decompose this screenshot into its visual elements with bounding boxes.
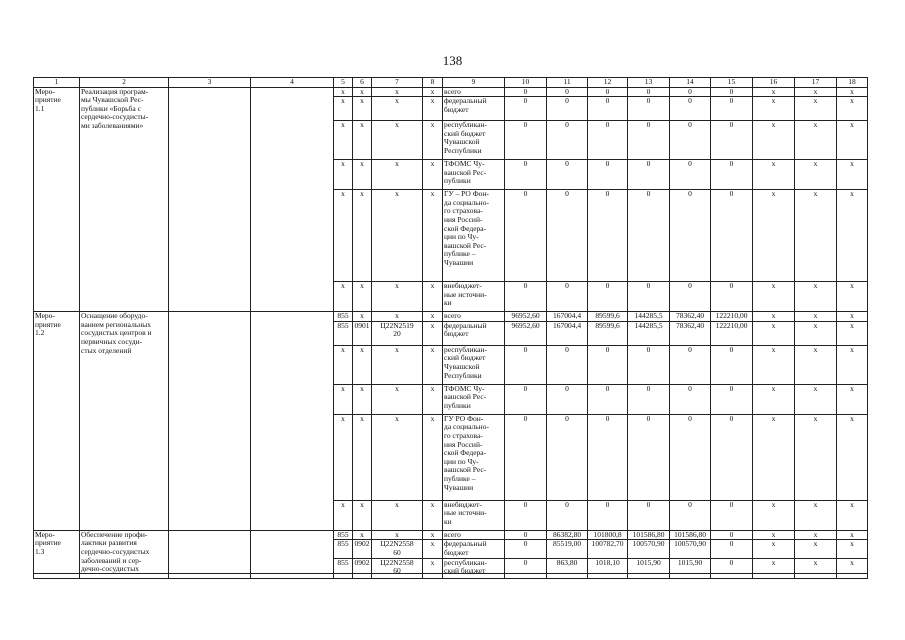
page-number: 138 [442,53,463,68]
table-cell: х [753,282,795,312]
table-cell: 1015,90 [670,558,711,578]
table-cell: х [372,190,423,282]
budget-table [33,77,868,579]
table-cell: 0 [670,345,711,384]
table-cell: х [795,87,837,97]
empty-cell [251,87,334,312]
table-cell: 0 [588,384,628,414]
table-cell: х [334,190,353,282]
table-cell: х [753,530,795,540]
table-cell: 0 [628,121,670,160]
table-cell: х [353,384,372,414]
table-cell: 0 [588,87,628,97]
funding-source: республикан- ский бюджет Чувашской Республики [443,345,505,384]
table-cell: 100570,90 [670,540,711,558]
table-cell: х [372,345,423,384]
measure-description: Оснащение оборудо- ванием региональных сосудистых центров и первичных сосуди- стых отделений [80,312,169,531]
table-cell: 0 [711,384,753,414]
table-row [34,87,868,97]
empty-cell [169,312,251,531]
column-number: 13 [628,78,670,88]
table-cell: х [837,345,868,384]
empty-cell [251,530,334,578]
column-number: 14 [670,78,711,88]
column-number: 11 [547,78,588,88]
funding-source: республикан- ский бюджет [443,558,505,578]
table-cell: х [837,414,868,500]
table-cell: 0902 [353,558,372,578]
table-cell: 0 [547,345,588,384]
table-cell: х [372,384,423,414]
table-cell: 0 [628,500,670,530]
table-cell: 0 [711,540,753,558]
table-cell: 0 [711,160,753,190]
table-cell: 0 [711,282,753,312]
table-cell: х [372,414,423,500]
table-cell: х [423,384,443,414]
table-cell: х [837,97,868,121]
table-cell: 0 [547,500,588,530]
funding-source: ГУ РО Фон- да социально- го страхова- ния Россий- ской Федера- ции по Чу- вашской Рес- публике – Чувашии [443,414,505,500]
table-cell: х [372,160,423,190]
column-number: 12 [588,78,628,88]
table-cell: х [423,321,443,345]
table-cell: 101586,80 [670,530,711,540]
table-cell: х [837,540,868,558]
column-number: 3 [169,78,251,88]
table-cell: 1018,10 [588,558,628,578]
table-cell: х [353,530,372,540]
table-cell: 0 [588,121,628,160]
table-cell: 0 [670,87,711,97]
table-cell: 122210,00 [711,312,753,322]
table-cell: х [353,97,372,121]
table-cell: 0 [505,160,547,190]
table-cell: 0 [670,384,711,414]
table-cell: 0 [505,345,547,384]
table-cell: х [837,282,868,312]
table-cell: 0 [670,500,711,530]
bottom-rule [33,573,867,574]
measure-title: Меро- приятие 1.1 [34,87,80,312]
table-cell: 86382,80 [547,530,588,540]
table-cell: 0 [711,190,753,282]
measure-description: Реализация програм- мы Чувашской Рес- публики «Борьба с сердечно-сосудисты- ми заболеваниями» [80,87,169,312]
column-number: 1 [34,78,80,88]
table-cell: 144285,5 [628,321,670,345]
table-cell: х [753,121,795,160]
table-cell: 0 [670,414,711,500]
table-cell: 0 [711,121,753,160]
table-cell: 0 [547,160,588,190]
table-cell: 0 [711,97,753,121]
funding-source: всего [443,87,505,97]
table-cell: 78362,40 [670,312,711,322]
table-cell: х [423,97,443,121]
column-number: 4 [251,78,334,88]
table-cell: 0 [588,97,628,121]
table-cell: х [753,414,795,500]
table-cell: х [795,558,837,578]
table-cell: 0 [711,500,753,530]
table-cell: х [334,345,353,384]
table-cell: х [795,97,837,121]
table-cell: х [334,160,353,190]
table-cell: 0 [505,558,547,578]
table-cell: 0 [547,87,588,97]
table-cell: 167004,4 [547,321,588,345]
table-cell: х [372,87,423,97]
table-cell: 0 [547,121,588,160]
table-cell: 855 [334,558,353,578]
table-cell: 144285,5 [628,312,670,322]
table-cell: 0 [505,121,547,160]
table-cell: х [795,282,837,312]
table-cell: х [334,87,353,97]
table-cell: х [423,558,443,578]
table-cell: х [372,282,423,312]
table-cell: Ц22N2558 60 [372,540,423,558]
table-cell: 0 [670,190,711,282]
column-number: 8 [423,78,443,88]
table-cell: 0901 [353,321,372,345]
table-cell: х [795,321,837,345]
table-cell: 96952,60 [505,321,547,345]
table-cell: 0 [670,282,711,312]
table-cell: 0 [588,500,628,530]
funding-source: федеральный бюджет [443,540,505,558]
table-cell: 78362,40 [670,321,711,345]
table-cell: х [334,414,353,500]
table-cell: х [372,97,423,121]
funding-source: всего [443,312,505,322]
table-cell: 0 [505,540,547,558]
table-cell: 89599,6 [588,312,628,322]
column-number: 15 [711,78,753,88]
table-cell: 0 [628,384,670,414]
table-cell: 0 [505,384,547,414]
table-row [34,530,868,540]
table-cell: х [423,414,443,500]
table-cell: х [423,190,443,282]
table-cell: 0 [547,190,588,282]
funding-source: ГУ – РО Фон- да социально- го страхова- ния Россий- ской Федера- ции по Чу- вашской Рес- публике – Чувашии [443,190,505,282]
table-cell: х [795,345,837,384]
table-cell: х [753,540,795,558]
table-cell: 0 [628,190,670,282]
table-cell: х [795,312,837,322]
funding-source: ТФОМС Чу- вашской Рес- публики [443,160,505,190]
table-cell: х [353,190,372,282]
column-number: 6 [353,78,372,88]
header-row [34,78,868,88]
table-cell: х [423,282,443,312]
table-cell: 0 [505,500,547,530]
table-cell: 0 [711,87,753,97]
table-cell: х [423,160,443,190]
funding-source: федеральный бюджет [443,97,505,121]
table-cell: х [795,121,837,160]
table-cell: х [753,500,795,530]
table-cell: 0 [547,384,588,414]
funding-source: всего [443,530,505,540]
table-cell: х [837,87,868,97]
funding-source: внебюджет- ные источни- ки [443,500,505,530]
table-cell: х [423,540,443,558]
table-cell: х [334,500,353,530]
table-cell: х [372,312,423,322]
table-cell: х [334,121,353,160]
table-cell: 100782,70 [588,540,628,558]
table-cell: 167004,4 [547,312,588,322]
table-cell: 855 [334,540,353,558]
table-cell: х [353,282,372,312]
table-cell: 0 [628,282,670,312]
empty-cell [251,312,334,531]
table-cell: х [423,345,443,384]
table-cell: х [353,414,372,500]
table-cell: 0 [711,558,753,578]
table-cell: х [753,312,795,322]
table-cell: х [795,540,837,558]
table-cell: х [795,530,837,540]
table-cell: х [353,312,372,322]
table-cell: х [837,190,868,282]
table-cell: х [795,384,837,414]
table-cell: 0 [628,345,670,384]
table-cell: х [353,87,372,97]
column-number: 17 [795,78,837,88]
table-cell: 85519,00 [547,540,588,558]
empty-cell [169,87,251,312]
funding-source: федеральный бюджет [443,321,505,345]
table-cell: х [334,384,353,414]
table-cell: Ц22N2519 20 [372,321,423,345]
table-cell: х [837,121,868,160]
table-cell: 0 [547,282,588,312]
funding-source: ТФОМС Чу- вашской Рес- публики [443,384,505,414]
table-cell: х [423,500,443,530]
table-cell: х [423,121,443,160]
table-cell: х [334,282,353,312]
table-cell: х [353,500,372,530]
column-number: 5 [334,78,353,88]
table-cell: Ц22N2558 60 [372,558,423,578]
table-cell: 0 [505,97,547,121]
measure-title: Меро- приятие 1.2 [34,312,80,531]
table-cell: х [353,121,372,160]
table-cell: 0902 [353,540,372,558]
column-number: 10 [505,78,547,88]
table-cell: х [837,530,868,540]
table-cell: х [753,97,795,121]
table-cell: 0 [628,87,670,97]
table-cell: х [837,160,868,190]
table-cell: х [837,312,868,322]
table-cell: х [353,160,372,190]
table-cell: 0 [588,160,628,190]
table-cell: х [372,530,423,540]
table-row [34,312,868,322]
column-number: 18 [837,78,868,88]
table-cell: 89599,6 [588,321,628,345]
table-cell: 863,80 [547,558,588,578]
table-cell: х [753,384,795,414]
table-cell: х [753,87,795,97]
table-cell: 100570,90 [628,540,670,558]
table-cell: х [753,321,795,345]
table-cell: 0 [505,190,547,282]
table-cell: 0 [670,121,711,160]
table-cell: х [753,160,795,190]
table-cell: 0 [505,530,547,540]
table-cell: х [837,321,868,345]
table-cell: 855 [334,321,353,345]
table-cell: 0 [588,414,628,500]
table-cell: 101586,80 [628,530,670,540]
table-cell: 0 [505,414,547,500]
table-cell: х [795,500,837,530]
table-cell: 0 [588,190,628,282]
table-cell: 855 [334,312,353,322]
table-cell: х [423,312,443,322]
table-cell: 0 [628,97,670,121]
table-cell: 101800,8 [588,530,628,540]
table-cell: 1015,90 [628,558,670,578]
funding-source: республикан- ский бюджет Чувашской Республики [443,121,505,160]
table-cell: х [837,558,868,578]
table-cell: х [372,121,423,160]
table-cell: 0 [505,282,547,312]
column-number: 9 [443,78,505,88]
table-cell: х [423,530,443,540]
table-cell: х [334,97,353,121]
table-cell: 0 [505,87,547,97]
measure-title: Меро- приятие 1.3 [34,530,80,578]
table-cell: 122210,00 [711,321,753,345]
table-cell: х [423,87,443,97]
table-cell: х [353,345,372,384]
table-cell: 855 [334,530,353,540]
table-cell: 0 [670,160,711,190]
table-cell: 0 [628,160,670,190]
table-cell: х [795,160,837,190]
funding-source: внебюджет- ные источни- ки [443,282,505,312]
table-cell: 0 [670,97,711,121]
table-cell: х [837,384,868,414]
table-cell: х [795,414,837,500]
table-cell: 0 [547,97,588,121]
table-cell: х [372,500,423,530]
table-cell: х [753,345,795,384]
table-cell: х [753,558,795,578]
table-cell: 0 [628,414,670,500]
column-number: 7 [372,78,423,88]
table-cell: 0 [711,414,753,500]
column-number: 16 [753,78,795,88]
table-cell: х [795,190,837,282]
empty-cell [169,530,251,578]
table-cell: х [753,190,795,282]
column-number: 2 [80,78,169,88]
table-cell: х [837,500,868,530]
table-cell: 0 [711,530,753,540]
table-cell: 0 [711,345,753,384]
table-cell: 96952,60 [505,312,547,322]
table-cell: 0 [588,345,628,384]
measure-description: Обеспечение профи- лактики развития сердечно-сосудистых заболеваний и сер- дечно-сосудистых [80,530,169,578]
table-cell: 0 [588,282,628,312]
table-cell: 0 [547,414,588,500]
